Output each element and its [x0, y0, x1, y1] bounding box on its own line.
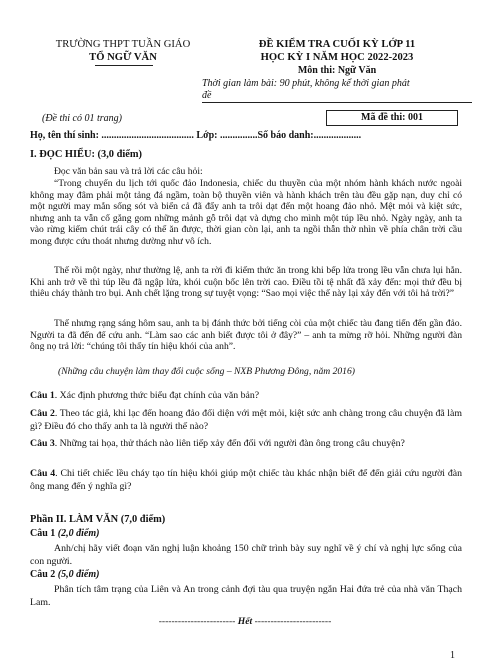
part2-q1-heading [30, 528, 99, 539]
question-3 [30, 438, 462, 451]
end-text: Hết [237, 616, 253, 627]
page-number: 1 [450, 650, 455, 661]
student-info-line: Họ, tên thí sinh: ..................................... Lớp: ...............Số báo danh:................... [30, 130, 362, 141]
passage-source: (Những câu chuyện làm thay đổi cuộc sống – NXB Phương Đông, năm 2016) [58, 366, 355, 377]
part2-q2-points: (5,0 điểm) [57, 569, 100, 580]
part2-q2-text: Phân tích tâm trạng của Liên và An trong cảnh đợi tàu qua truyện ngắn Hai đứa trẻ của nhà văn Thạch Lam. [30, 584, 462, 608]
question-3-text: . Những tai họa, thử thách nào liên tiếp xảy đến đối với người đàn ông trong câu chuyện? [54, 438, 405, 449]
question-2-text: . Theo tác giả, khi lạc đến hoang đảo đối diện với mệt mỏi, kiệt sức anh chàng trong câu chuyện đã làm gì? Điều đó cho thấy anh ta là người thế nào? [30, 408, 462, 432]
exam-code-box [326, 110, 458, 126]
passage-paragraph-1: “Trong chuyến du lịch tới quốc đảo Indonesia, chiếc du thuyền của một nhóm hành khách nước ngoài không may đâm phải một tảng đá ngầm, toàn bộ thuyền viên và hành khách trên tàu đều gặp nạn, duy chỉ có một người may mắn sống sót và biển cả đã đẩy anh ta trôi dạt đến một hoang đảo nhỏ. Mệt mỏi và kiệt sức, nhưng anh ta vẫn cố gắng gom những mảnh gỗ trôi dạt và dựng cho mình một túp lều nhỏ. Ngày ngày, anh ta vào rừng kiếm chút trái cây có thể ăn được, thời gian còn lại, anh ta ngồi thẫn thờ nhìn về phía chân trời cầu mong được cứu thoát nhưng dường như vô ích. [30, 178, 462, 247]
pages-note: (Đề thi có 01 trang) [42, 113, 122, 124]
passage-paragraph-3: Thế nhưng rạng sáng hôm sau, anh ta bị đánh thức bởi tiếng còi của một chiếc tàu đang tiến đến gần đảo. Người ta đã đến để cứu anh. “Làm sao các anh biết được tôi ở đây?” – anh ta mừng rỡ hỏi. Những người đàn ông nọ trả lời: “chúng tôi thấy tín hiệu khói của anh”. [30, 318, 462, 353]
question-4-label: Câu 4 [30, 468, 56, 479]
end-marker [100, 616, 390, 627]
department-name: TỔ NGỮ VĂN [89, 52, 157, 63]
question-4 [30, 468, 462, 493]
exam-subject: Môn thi: Ngữ Văn [297, 65, 377, 76]
exam-title: ĐỀ KIỂM TRA CUỐI KỲ LỚP 11 [258, 39, 416, 50]
question-1-label: Câu 1 [30, 390, 55, 401]
exam-code: Mã đề thi: 001 [361, 112, 423, 123]
part2-q2-heading [30, 569, 99, 580]
part2-q1-points: (2,0 điểm) [57, 528, 100, 539]
part2-q2-label: Câu 2 [30, 569, 56, 580]
end-dashes-left: ------------------------ [158, 616, 236, 627]
part2-q1-text: Anh/chị hãy viết đoạn văn nghị luận khoảng 150 chữ trình bày suy nghĩ về ý chí và nghị lực sống của con người. [30, 543, 462, 567]
header-rule [202, 102, 472, 103]
end-dashes-right: ------------------------ [254, 616, 332, 627]
question-4-text: . Chi tiết chiếc lều cháy tạo tín hiệu khói giúp một chiếc tàu khác nhận biết để đến giải cứu người đàn ông mang đến ý nghĩa gì? [30, 468, 462, 492]
passage-paragraph-2: Thế rồi một ngày, như thường lệ, anh ta rời đi kiếm thức ăn trong khi bếp lửa trong lều vẫn chưa lụi hẳn. Khi anh trở về thì túp lều đã ngập lửa, khói cuộn bốc lên trời cao. Điều tồi tệ nhất đã xảy đến: mọi thứ đều bị thiêu cháy thành tro bụi. Anh chết lặng trong sự tuyệt vọng: “Sao mọi việc thế này lại xảy đến với tôi hả trời?” [30, 265, 462, 300]
exam-duration: Thời gian làm bài: 90 phút, không kể thời gian phát [202, 78, 410, 89]
question-1 [30, 390, 462, 403]
question-1-text: . Xác định phương thức biểu đạt chính của văn bản? [54, 390, 260, 401]
part1-instruction: Đọc văn bản sau và trả lời các câu hỏi: [54, 166, 203, 177]
exam-term: HỌC KỲ I NĂM HỌC 2022-2023 [260, 52, 414, 63]
part2-q1-label: Câu 1 [30, 528, 56, 539]
part2-heading: Phần II. LÀM VĂN (7,0 điểm) [30, 514, 166, 525]
question-2 [30, 408, 462, 433]
exam-duration-cont: đề [202, 90, 212, 101]
school-name: TRƯỜNG THPT TUẦN GIÁO [55, 39, 191, 50]
department-underline [95, 65, 153, 66]
part1-heading: I. ĐỌC HIỂU: (3,0 điểm) [30, 149, 142, 160]
question-3-label: Câu 3 [30, 438, 55, 449]
question-2-label: Câu 2 [30, 408, 55, 419]
